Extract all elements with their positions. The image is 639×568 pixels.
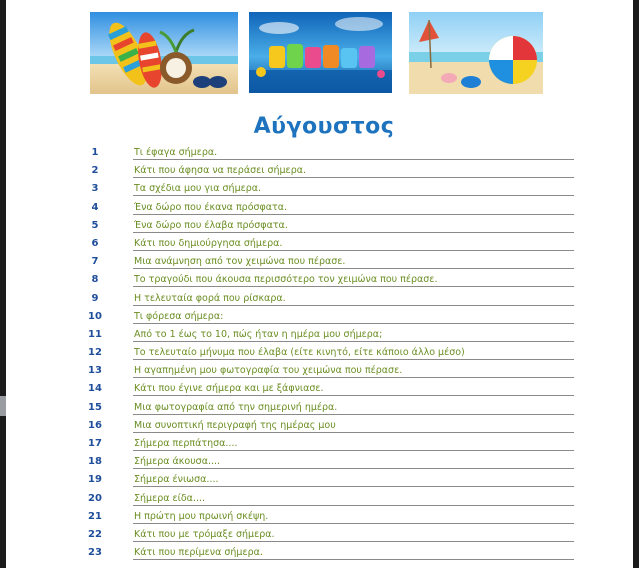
prompt-number: 5: [91, 219, 99, 231]
list-item: [6, 489, 633, 507]
prompt-number: 6: [91, 237, 99, 249]
rule-line: [133, 359, 574, 360]
prompt-number: 14: [88, 383, 102, 395]
rule-line: [133, 486, 574, 487]
list-item: [6, 398, 633, 416]
prompt-text: Μια συνοπτική περιγραφή της ημέρας μου: [134, 419, 336, 431]
list-item: [6, 179, 633, 197]
rule-line: [133, 214, 574, 215]
rule-line: [133, 523, 574, 524]
prompt-text: Σήμερα άκουσα....: [134, 456, 221, 468]
prompt-number: 12: [88, 347, 102, 359]
rule-line: [133, 286, 574, 287]
list-item: [6, 470, 633, 488]
prompt-number: 9: [91, 292, 99, 304]
list-item: [6, 234, 633, 252]
prompt-text: Κάτι που έγινε σήμερα και με ξάφνιασε.: [134, 383, 324, 395]
list-item: [6, 270, 633, 288]
list-item: [6, 161, 633, 179]
rule-line: [133, 323, 574, 324]
list-item: [6, 307, 633, 325]
rule-line: [133, 341, 574, 342]
prompt-number: 21: [88, 510, 102, 522]
list-item: [6, 379, 633, 397]
list-item: [6, 143, 633, 161]
prompt-number: 16: [88, 419, 102, 431]
summer-lettering-image: [249, 12, 392, 93]
prompt-text: Το τελευταίο μήνυμα που έλαβα (είτε κινητό, είτε κάποιο άλλο μέσο): [134, 347, 465, 359]
document-page: [6, 0, 633, 568]
list-item: [6, 216, 633, 234]
list-item: [6, 325, 633, 343]
prompt-number: 1: [91, 147, 99, 158]
prompt-number: 15: [88, 401, 102, 413]
prompt-number: 3: [91, 183, 99, 195]
beach-ball-image: [409, 12, 543, 94]
prompt-number: 10: [88, 310, 102, 322]
rule-line: [133, 414, 574, 415]
rule-line: [133, 195, 574, 196]
rule-line: [133, 377, 574, 378]
list-item: [6, 252, 633, 270]
list-item: [6, 289, 633, 307]
rule-line: [133, 468, 574, 469]
prompt-number: 23: [88, 547, 102, 559]
prompt-number: 13: [88, 365, 102, 377]
rule-line: [133, 159, 574, 160]
prompt-text: Το τραγούδι που άκουσα περισσότερο τον χειμώνα που πέρασε.: [134, 274, 438, 286]
rule-line: [133, 450, 574, 451]
list-item: [6, 507, 633, 525]
prompt-number: 17: [88, 438, 102, 449]
prompt-text: Η τελευταία φορά που ρίσκαρα.: [134, 292, 286, 304]
prompt-number: 8: [91, 274, 99, 286]
prompt-text: Τι έφαγα σήμερα.: [134, 147, 218, 158]
list-item: [6, 361, 633, 379]
rule-line: [133, 541, 574, 542]
rule-line: [133, 250, 574, 251]
rule-line: [133, 232, 574, 233]
header-photos: [6, 12, 633, 94]
prompt-text: Η πρώτη μου πρωινή σκέψη.: [134, 510, 269, 522]
prompt-number: 2: [91, 165, 99, 177]
rule-line: [133, 305, 574, 306]
list-item: [6, 434, 633, 452]
prompt-number: 18: [88, 456, 102, 468]
prompt-text: Κάτι που με τρόμαξε σήμερα.: [134, 528, 275, 540]
prompt-text: Μια φωτογραφία από την σημερινή ημέρα.: [134, 401, 338, 413]
prompt-text: Τι φόρεσα σήμερα:: [134, 310, 224, 322]
prompt-text: Ένα δώρο που έκανα πρόσφατα.: [134, 201, 288, 213]
rule-line: [133, 268, 574, 269]
rule-line: [133, 432, 574, 433]
rule-line: [133, 395, 574, 396]
beach-flip-flops-image: [90, 12, 238, 94]
rule-line: [133, 559, 574, 560]
rule-line: [133, 505, 574, 506]
prompt-text: Μια ανάμνηση από τον χειμώνα που πέρασε.: [134, 256, 346, 268]
prompt-text: Σήμερα είδα....: [134, 492, 206, 504]
prompt-number: 22: [88, 528, 102, 540]
list-item: [6, 543, 633, 561]
prompt-text: Από το 1 έως το 10, πώς ήταν η ημέρα μου σήμερα;: [134, 328, 383, 340]
rule-line: [133, 177, 574, 178]
prompt-text: Κάτι που περίμενα σήμερα.: [134, 547, 263, 559]
prompt-number: 19: [88, 474, 102, 486]
prompt-text: Σήμερα περπάτησα....: [134, 438, 238, 449]
list-item: [6, 452, 633, 470]
prompt-text: Η αγαπημένη μου φωτογραφία του χειμώνα που πέρασε.: [134, 365, 403, 377]
prompt-number: 7: [91, 256, 99, 268]
prompt-text: Κάτι που δημιούργησα σήμερα.: [134, 237, 283, 249]
list-item: [6, 525, 633, 543]
prompt-list: [6, 143, 633, 561]
prompt-number: 20: [88, 492, 102, 504]
prompt-text: Τα σχέδια μου για σήμερα.: [134, 183, 262, 195]
page-title: Αύγουστος: [253, 114, 395, 139]
list-item: [6, 416, 633, 434]
list-item: [6, 343, 633, 361]
prompt-text: Κάτι που άφησα να περάσει σήμερα.: [134, 165, 307, 177]
prompt-number: 4: [91, 201, 99, 213]
prompt-text: Ένα δώρο που έλαβα πρόσφατα.: [134, 219, 288, 231]
list-item: [6, 198, 633, 216]
prompt-text: Σήμερα ένιωσα....: [134, 474, 219, 486]
prompt-number: 11: [88, 328, 102, 340]
